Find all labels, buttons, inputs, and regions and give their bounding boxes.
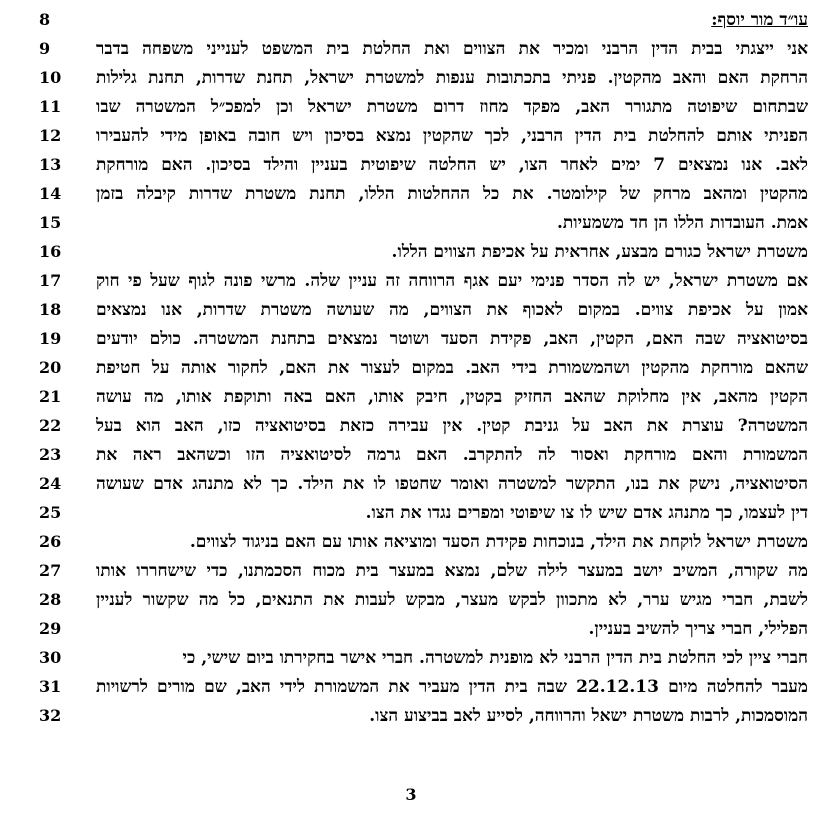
line-text: אם משטרת ישראל, יש לה הסדר פנימי יעם אגף הרווחה זה עניין שלה. מרשי פונה לגוף שעל פי חוק (96, 271, 808, 291)
transcript-line (0, 675, 822, 699)
page-number: 3 (405, 785, 417, 804)
transcript-line (0, 356, 822, 380)
line-text: הסיטואציה, נישק את בנו, התקשר למשטרה ואומר שחטפו לו את הילד. כך לא מתנהג אדם שעושה (96, 474, 808, 494)
transcript-line (0, 501, 822, 525)
line-number: 19 (39, 329, 62, 348)
line-number: 31 (39, 677, 62, 696)
line-number: 9 (39, 39, 51, 58)
line-text: מה שקורה, המשיב יושב במעצר לילה שלם, נמצא במעצר בית מכוח הסכמתנו, כדי שישחררו אותו (96, 561, 808, 581)
transcript-line (0, 443, 822, 467)
transcript-line (0, 414, 822, 438)
line-text: דין לעצמו, כך מתנהג אדם שיש לו צו שיפוטי ומפרים נגדו את הצו. (365, 503, 808, 523)
line-text: מעבר להחלטה מיום 22.12.13 שבה בית הדין מעביר את המשמורת לידי האב, שם מורים לרשויות (96, 677, 808, 697)
transcript-line (0, 530, 822, 554)
line-text: המוסמכות, לרבות משטרת ישאל והרווחה, לסייע לאב בביצוע הצו. (369, 706, 808, 726)
line-number: 15 (39, 213, 62, 232)
line-text: המשטרה? עוצרת את האב על גניבת קטין. אין עבירה כזאת בסיטואציה כזו, האב הוא בעל (96, 416, 808, 436)
line-text: המשמורת והאם מורחקת ואסור לה להתקרב. האם גרמה לסיטואציה הזו וכשהאב ראה את (96, 445, 808, 465)
transcript-line (0, 559, 822, 583)
line-text: משטרת ישראל לוקחת את הילד, בנוכחות פקידת הסעד ומוציאה אותו עם האם בניגוד לצווים. (189, 532, 808, 552)
line-number: 29 (39, 619, 62, 638)
line-text: חברי ציין לכי החלטת בית הדין הרבני לא מופנית למשטרה. חברי אישר בחקירתו ביום שישי, כי (182, 648, 808, 668)
line-text: הרחקת האם והאב מהקטין. פניתי בתכתובות ענפות למשטרת ישראל, תחנת שדרות, תחנת גלילות (96, 68, 808, 88)
line-number: 24 (39, 474, 62, 493)
transcript-line (0, 646, 822, 670)
line-number: 21 (39, 387, 62, 406)
transcript-line (0, 327, 822, 351)
transcript-line (0, 182, 822, 206)
line-text: לשבת, חברי מגיש ערר, לא מתכוון לבקש מעצר, מבקש לעבות את התנאים, כל מה שקשור לעניין (96, 590, 808, 610)
line-number: 20 (39, 358, 62, 377)
line-text: משטרת ישראל כגורם מבצע, אחראית על אכיפת הצווים הללו. (391, 242, 808, 262)
line-text: הפלילי, חברי צריך להשיב בעניין. (588, 619, 808, 639)
line-text: מהקטין ומהאב מרחק של קילומטר. את כל ההחלטות הללו, תחנת משטרת שדרות קיבלה בזמן (96, 184, 808, 204)
line-text: אני ייצגתי בבית הדין הרבני ומכיר את הצווים ואת החלטת בית המשפט לענייני משפחה בדבר (96, 39, 808, 59)
line-text: לאב. אנו נמצאים 7 ימים לאחר הצו, יש החלטה שיפוטית בעניין והילד בסיכון. האם מורחקת (96, 155, 808, 175)
line-number: 30 (39, 648, 62, 667)
line-text: בסיטואציה שבה האם, הקטין, האב, פקידת הסעד ושוטר נמצאים בתחנת המשטרה. כולם יודעים (96, 329, 808, 349)
transcript-line (0, 95, 822, 119)
line-number: 14 (39, 184, 62, 203)
transcript-line (0, 298, 822, 322)
line-text: אמת. העובדות הללו הן חד משמעיות. (557, 213, 808, 233)
speaker-name: עו״ד מור יוסף: (711, 10, 808, 30)
transcript-line (0, 472, 822, 496)
line-text: הקטין מהאב, אין מחלוקת שהאב החזיק בקטין, חיבק אותו, האם באה ותוקפת אותו, מה עושה (96, 387, 808, 407)
line-number: 28 (39, 590, 62, 609)
line-text: אמון על אכיפת צווים. במקום לאכוף את הצווים, מה שעושה משטרת שדרות, אנו נמצאים (96, 300, 808, 320)
line-text: שהאם מורחקת מהקטין ושהמשמורת בידי האב. במקום לעצור את האם, לחקור אותה על חטיפת (96, 358, 808, 378)
line-number: 25 (39, 503, 62, 522)
transcript-line (0, 617, 822, 641)
line-number: 17 (39, 271, 62, 290)
line-number: 22 (39, 416, 62, 435)
line-number: 26 (39, 532, 62, 551)
line-number: 12 (39, 126, 62, 145)
transcript-line (0, 124, 822, 148)
speaker-heading (96, 8, 808, 32)
line-number: 23 (39, 445, 62, 464)
line-number: 8 (39, 10, 51, 29)
transcript-line (0, 37, 822, 61)
line-number: 27 (39, 561, 62, 580)
line-number: 18 (39, 300, 62, 319)
line-number: 11 (39, 97, 62, 116)
line-number: 32 (39, 706, 62, 725)
line-text: שבתחום שיפוטה מתגורר האב, מפקד מחוז דרום משטרת ישראל וכן למפכ״ל המשטרה שבו (96, 97, 808, 117)
transcript-line (0, 211, 822, 235)
transcript-line (0, 66, 822, 90)
line-text: הפניתי אותם להחלטת בית הדין הרבני, לכך שהקטין נמצא בסיכון ויש חובה באופן מידי להעבירו (96, 126, 808, 146)
line-number: 10 (39, 68, 62, 87)
transcript-line (0, 153, 822, 177)
transcript-line (0, 385, 822, 409)
transcript-line (0, 269, 822, 293)
line-number: 16 (39, 242, 62, 261)
transcript-line (0, 704, 822, 728)
transcript-line (0, 588, 822, 612)
transcript-line (0, 8, 822, 32)
transcript-line (0, 240, 822, 264)
line-number: 13 (39, 155, 62, 174)
